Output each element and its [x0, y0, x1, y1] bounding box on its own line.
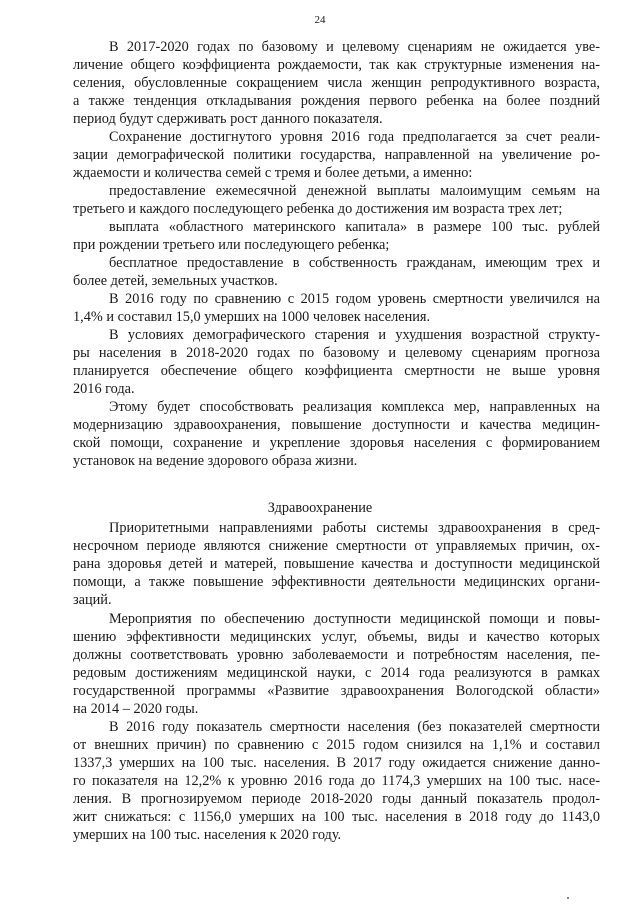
text-line: Этому будет способствовать реализация комплекса мер, направленных на [109, 399, 600, 415]
page-number: 24 [314, 14, 326, 26]
text-line: 1337,3 умерших на 100 тыс. населения. В 2017 году ожидается снижение данно- [73, 755, 600, 771]
text-line: ждаемости и количества семей с тремя и более детьми, а именно: [73, 165, 473, 181]
text-line: В 2016 году показатель смертности населения (без показателей смертности [109, 719, 600, 735]
scan-speck [567, 897, 569, 899]
text-line: установок на ведение здорового образа жизни. [73, 453, 358, 469]
text-line: жит снижаться: с 1156,0 умерших на 100 тыс. населения в 2018 году до 1143,0 [73, 809, 600, 825]
text-line: бесплатное предоставление в собственность гражданам, имеющим трех и [109, 255, 600, 271]
text-line: В 2017-2020 годах по базовому и целевому сценариям не ожидается уве- [109, 39, 600, 55]
text-line: государственной программы «Развитие здравоохранения Вологодской области» [73, 683, 600, 699]
text-line: селения, обусловленные сокращением числа женщин репродуктивного возраста, [73, 75, 600, 91]
text-line: ры населения в 2018-2020 годах по базовому и целевому сценариям прогноза [73, 345, 600, 361]
text-line: личение общего коэффициента рождаемости, так как структурные изменения на- [73, 57, 600, 73]
text-line: а также тенденция откладывания рождения первого ребенка на более поздний [73, 93, 600, 109]
text-line: 1,4% и составил 15,0 умерших на 1000 человек населения. [73, 309, 431, 325]
text-line: предоставление ежемесячной денежной выплаты малоимущим семьям на [109, 183, 600, 199]
text-line: на 2014 – 2020 годы. [73, 701, 199, 717]
text-line: модернизацию здравоохранения, повышение доступности и качества медицин- [73, 417, 600, 433]
text-line: го показателя на 12,2% к уровню 2016 года до 1174,3 умерших на 100 тыс. насе- [73, 773, 600, 789]
text-line: от внешних причин) по сравнению с 2015 годом снизился на 1,1% и составил [73, 737, 600, 753]
text-line: помощи, а также повышение эффективности деятельности медицинских органи- [73, 574, 600, 590]
text-line: при рождении третьего или последующего ребенка; [73, 237, 390, 253]
text-line: шению эффективности медицинских услуг, объемы, виды и качество которых [73, 629, 600, 645]
text-line: редовым достижениям медицинской науки, с 2014 года реализуются в рамках [73, 665, 600, 681]
text-line: ской помощи, сохранение и укрепление здоровья населения с формированием [73, 435, 600, 451]
text-line: Приоритетными направлениями работы системы здравоохранения в сред- [109, 520, 600, 536]
text-line: ления. В прогнозируемом периоде 2018-2020 годы данный показатель продол- [73, 791, 600, 807]
text-line: 2016 года. [73, 381, 135, 397]
text-line: зации демографической политики государства, направленной на увеличение ро- [73, 147, 600, 163]
text-line: планируется обеспечение общего коэффициента смертности не выше уровня [73, 363, 600, 379]
text-line: заций. [73, 592, 112, 608]
text-line: умерших на 100 тыс. населения к 2020 году. [73, 827, 342, 843]
text-line: В условиях демографического старения и ухудшения возрастной структу- [109, 327, 600, 343]
text-line: Мероприятия по обеспечению доступности медицинской помощи и повы- [109, 611, 600, 627]
text-line: В 2016 году по сравнению с 2015 годом уровень смертности увеличился на [109, 291, 600, 307]
text-line: выплата «областного материнского капитала» в размере 100 тыс. рублей [109, 219, 600, 235]
text-line: Сохранение достигнутого уровня 2016 года предполагается за счет реали- [109, 129, 600, 145]
text-line: более детей, земельных участков. [73, 273, 278, 289]
text-line: рана здоровья детей и матерей, повышение качества и доступности медицинской [73, 556, 600, 572]
text-line: должны соответствовать уровню заболеваемости и потребностям населения, пе- [73, 647, 600, 663]
section-heading: Здравоохранение [267, 500, 373, 516]
text-line: третьего и каждого последующего ребенка до достижения им возраста трех лет; [73, 201, 563, 217]
text-line: несрочном периоде являются снижение смертности от управляемых причин, ох- [73, 538, 600, 554]
text-line: период будут сдерживать рост данного показателя. [73, 111, 383, 127]
